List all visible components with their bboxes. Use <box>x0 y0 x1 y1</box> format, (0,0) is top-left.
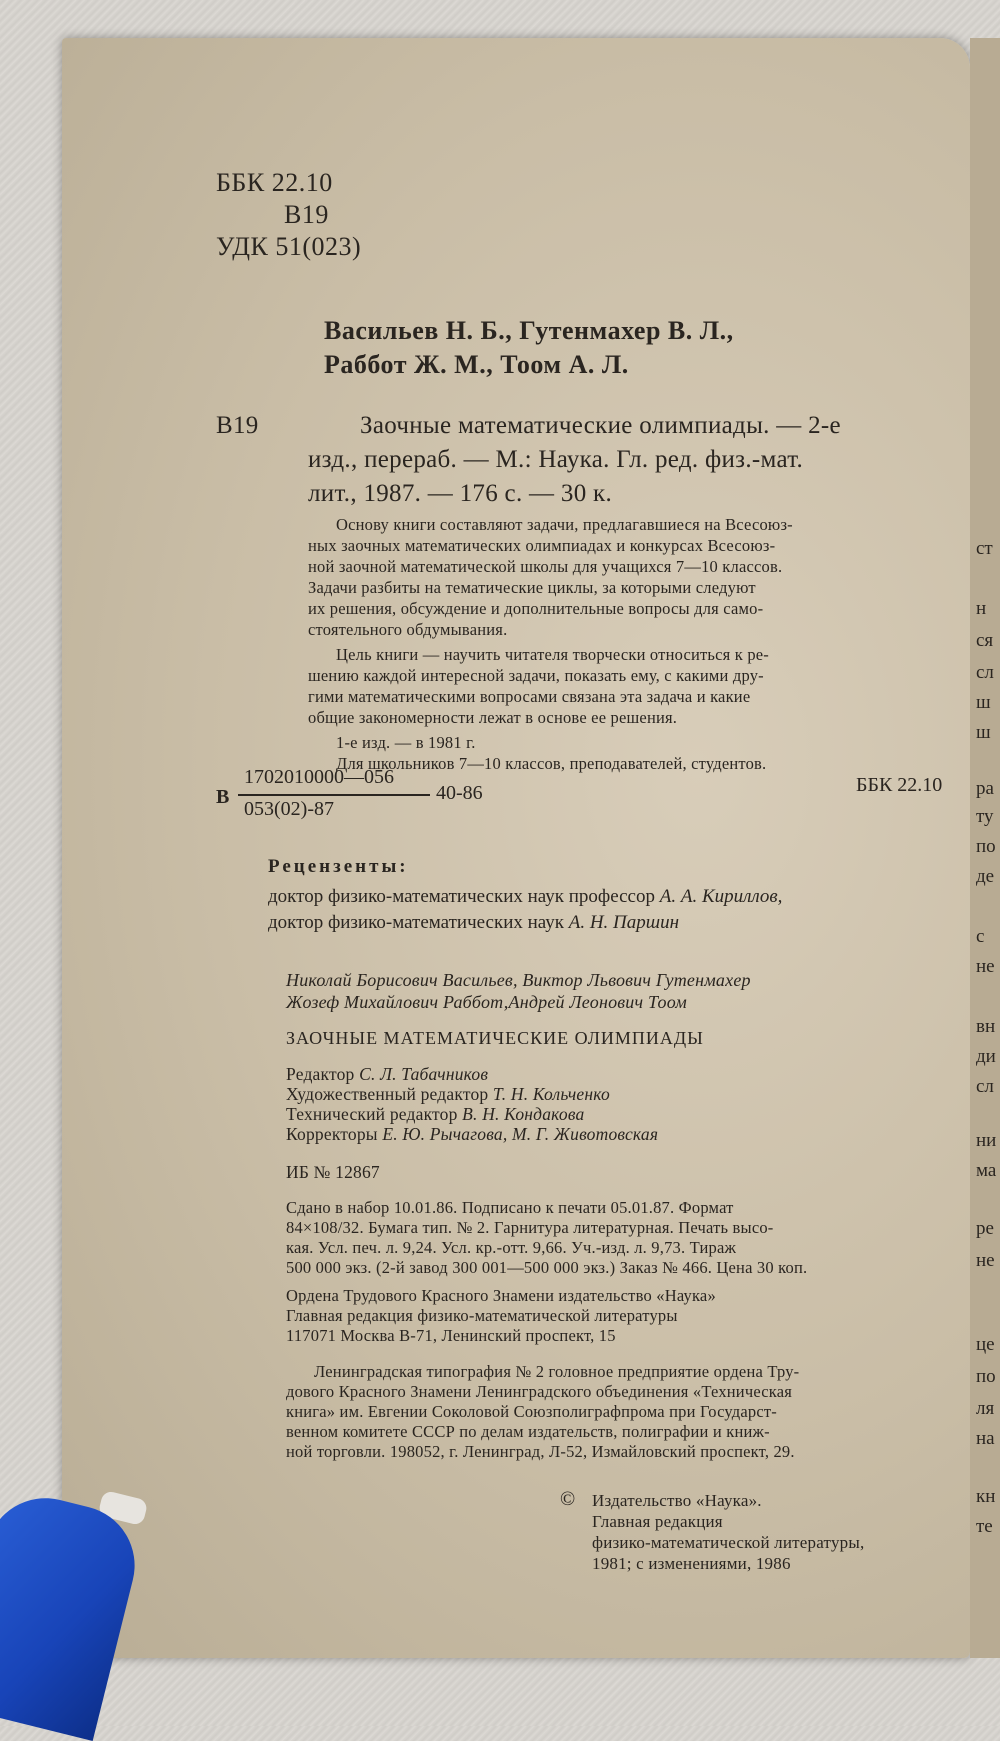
first-edition-note: 1-е изд. — в 1981 г. <box>336 733 476 752</box>
print-info-line: Сдано в набор 10.01.86. Подписано к печати 05.01.87. Формат <box>286 1198 734 1217</box>
adjacent-page-fragment: кн <box>976 1486 996 1507</box>
art-editor-name: Т. Н. Кольченко <box>492 1084 610 1104</box>
ib-number: ИБ № 12867 <box>286 1162 380 1182</box>
copyright-line: физико-математической литературы, <box>592 1533 865 1552</box>
class-suffix: 40-86 <box>436 782 483 804</box>
publisher-line: 117071 Москва В-71, Ленинский проспект, 15 <box>286 1326 616 1345</box>
copyright-block <box>592 1490 864 1574</box>
copyright-line: 1981; с изменениями, 1986 <box>592 1554 791 1573</box>
annotation-p2-line: общие закономерности лежат в основе ее решения. <box>308 708 678 727</box>
adjacent-page-fragment: не <box>976 956 995 977</box>
adjacent-page-fragment: с <box>976 926 985 947</box>
class-denominator: 053(02)-87 <box>244 798 334 820</box>
adjacent-page-fragment: де <box>976 866 995 887</box>
print-info-line: 84×108/32. Бумага тип. № 2. Гарнитура литературная. Печать высо- <box>286 1218 774 1237</box>
adjacent-page-fragment: ш <box>976 692 991 713</box>
adjacent-page-fragment: ди <box>976 1046 996 1067</box>
copyright-line: Главная редакция <box>592 1512 723 1531</box>
printer-line: ной торговли. 198052, г. Ленинград, Л-52, Измайловский проспект, 29. <box>286 1442 795 1461</box>
reviewer-2-name: А. Н. Паршин <box>568 912 680 933</box>
reviewer-1 <box>268 886 782 908</box>
proofreaders-label: Корректоры <box>286 1124 383 1144</box>
publisher-block <box>286 1286 716 1346</box>
tech-editor-label: Технический редактор <box>286 1104 463 1124</box>
entry-code: В19 <box>216 412 259 439</box>
audience-note: Для школьников 7—10 классов, преподавателей, студентов. <box>336 754 767 773</box>
annotation-p1-line: ных заочных математических олимпиадах и конкурсах Всесоюз- <box>308 536 776 555</box>
reviewer-1-degree: доктор физико-математических наук профессор <box>268 886 660 907</box>
reviewer-2 <box>268 912 679 934</box>
reviewer-2-degree: доктор физико-математических наук <box>268 912 569 933</box>
adjacent-page-fragment: ре <box>976 1218 994 1239</box>
tech-editor-line <box>286 1104 584 1125</box>
publisher-line: Ордена Трудового Красного Знамени издательство «Наука» <box>286 1286 716 1305</box>
annotation <box>308 514 793 774</box>
publisher-line: Главная редакция физико-математической литературы <box>286 1306 678 1325</box>
print-info <box>286 1198 807 1278</box>
book-title: ЗАОЧНЫЕ МАТЕМАТИЧЕСКИЕ ОЛИМПИАДЫ <box>286 1028 704 1048</box>
adjacent-page-fragment: вн <box>976 1016 996 1037</box>
editor-name: С. Л. Табачников <box>359 1064 489 1084</box>
full-names-2: Жозеф Михайлович Раббот,Андрей Леонович Тоом <box>286 992 687 1012</box>
book-page <box>62 38 970 1658</box>
print-info-line: кая. Усл. печ. л. 9,24. Усл. кр.-отт. 9,66. Уч.-изд. л. 9,73. Тираж <box>286 1238 737 1257</box>
reviewers-title: Рецензенты: <box>268 856 409 877</box>
printer-line: книга» им. Евгении Соколовой Союзполиграфпрома при Государст- <box>286 1402 778 1421</box>
adjacent-page-fragment: не <box>976 1250 995 1271</box>
bbk-code: ББК 22.10 <box>216 168 333 197</box>
annotation-p2-line: шению каждой интересной задачи, показать ему, с какими дру- <box>308 666 764 685</box>
adjacent-page-fragment: ся <box>976 630 994 651</box>
adjacent-page-fragment: ту <box>976 806 994 827</box>
annotation-p1-line: Задачи разбиты на тематические циклы, за которыми следуют <box>308 578 756 597</box>
class-numerator: 1702010000—056 <box>244 766 394 788</box>
annotation-p2-line: гими математическими вопросами связана эта задача и какие <box>308 687 751 706</box>
proofreaders-line <box>286 1124 658 1145</box>
entry-line-3: лит., 1987. — 176 с. — 30 к. <box>308 480 613 507</box>
print-info-line: 500 000 экз. (2-й завод 300 001—500 000 экз.) Заказ № 466. Цена 30 коп. <box>286 1258 808 1277</box>
adjacent-page-fragment: ни <box>976 1130 997 1151</box>
adjacent-page-fragment: сл <box>976 662 994 683</box>
adjacent-page-fragment: це <box>976 1334 995 1355</box>
copyright-line: Издательство «Наука». <box>592 1491 762 1510</box>
adjacent-page-fragment: те <box>976 1516 993 1537</box>
class-bbk: ББК 22.10 <box>856 774 943 796</box>
tech-editor-name: В. Н. Кондакова <box>462 1104 585 1124</box>
editor-line <box>286 1064 488 1085</box>
art-editor-line <box>286 1084 610 1105</box>
adjacent-page-fragment: ля <box>976 1398 995 1419</box>
entry-line-1: Заочные математические олимпиады. — 2-е <box>360 412 841 439</box>
class-letter: В <box>216 786 230 808</box>
annotation-p1-line: их решения, обсуждение и дополнительные вопросы для само- <box>308 599 764 618</box>
full-names-1: Николай Борисович Васильев, Виктор Львович Гутенмахер <box>286 970 751 990</box>
annotation-p1-line: ной заочной математической школы для учащихся 7—10 классов. <box>308 557 783 576</box>
printer-line: венном комитете СССР по делам издательств, полиграфии и книж- <box>286 1422 770 1441</box>
adjacent-page-fragment: по <box>976 1366 996 1387</box>
printer-line: Ленинградская типография № 2 головное предприятие ордена Тру- <box>314 1362 800 1381</box>
catalog-code: В19 <box>284 200 329 229</box>
adjacent-page-fragment: по <box>976 836 996 857</box>
adjacent-page-fragment: ра <box>976 778 994 799</box>
annotation-p1-line: стоятельного обдумывания. <box>308 620 508 639</box>
annotation-p1-line: Основу книги составляют задачи, предлагавшиеся на Всесоюз- <box>336 515 793 534</box>
art-editor-label: Художественный редактор <box>286 1084 493 1104</box>
annotation-p2-line: Цель книги — научить читателя творчески относиться к ре- <box>336 645 769 664</box>
udk-code: УДК 51(023) <box>216 232 362 261</box>
printer-block <box>286 1362 799 1462</box>
adjacent-page-fragment: ма <box>976 1160 997 1181</box>
entry-line-2: изд., перераб. — М.: Наука. Гл. ред. физ.-мат. <box>308 446 804 473</box>
authors-line-2: Раббот Ж. М., Тоом А. Л. <box>324 350 629 379</box>
adjacent-page-fragment: на <box>976 1428 995 1449</box>
copyright-symbol: © <box>560 1488 576 1510</box>
adjacent-page-fragment: ш <box>976 722 991 743</box>
proofreaders-names: Е. Ю. Рычагова, М. Г. Животовская <box>382 1124 659 1144</box>
fraction-line <box>238 794 430 796</box>
adjacent-page-fragment: н <box>976 598 987 619</box>
editor-label: Редактор <box>286 1064 360 1084</box>
adjacent-page-fragment: ст <box>976 538 993 559</box>
reviewer-1-name: А. А. Кириллов, <box>659 886 783 907</box>
adjacent-page-fragment: сл <box>976 1076 994 1097</box>
printer-line: дового Красного Знамени Ленинградского объединения «Техническая <box>286 1382 793 1401</box>
authors-line-1: Васильев Н. Б., Гутенмахер В. Л., <box>324 316 734 345</box>
